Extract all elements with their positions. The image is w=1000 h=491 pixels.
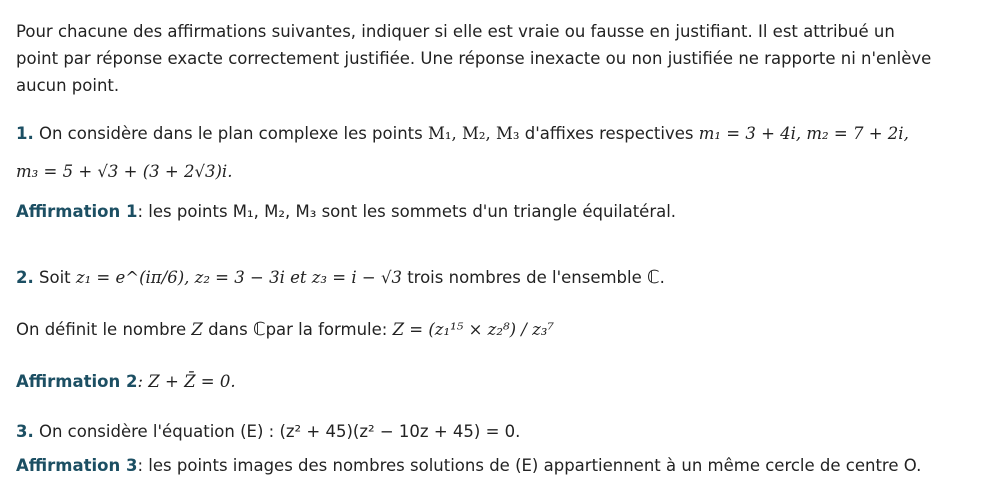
affirmation-2 [16, 370, 236, 394]
question-1-text-a: On considère dans le plan complexe les points [33, 124, 428, 143]
affirmation-3 [16, 454, 921, 478]
question-3-number: 3. [16, 422, 34, 441]
affirmation-1 [16, 200, 676, 224]
affirmation-1-text: : les points M₁, M₂, M₃ sont les sommets d'un triangle équilatéral. [137, 202, 677, 221]
definition-dans: dans [202, 320, 253, 339]
question-2-definition [16, 318, 554, 342]
affirmation-3-label: Affirmation 3 [16, 456, 138, 475]
definition-formula: Z = (z₁¹⁵ × z₂⁸) / z₃⁷ [392, 320, 554, 339]
affirmation-2-label: Affirmation 2 [16, 372, 138, 391]
affirmation-3-text: : les points images des nombres solutions de (E) appartiennent à un même cercle de centre O. [137, 456, 922, 475]
intro-line-2: point par réponse exacte correctement justifiée. Une réponse inexacte ou non justifiée ne rapporte ni n'enlève [16, 49, 932, 68]
question-2-dot: . [659, 268, 665, 287]
question-2-soit: Soit [33, 268, 76, 287]
question-3-line [16, 420, 520, 444]
question-2-line [16, 266, 665, 290]
intro-line-3: aucun point. [16, 76, 120, 95]
definition-Z: Z [191, 320, 203, 339]
affirmation-1-label: Affirmation 1 [16, 202, 138, 221]
question-3-text: On considère l'équation (E) : (z² + 45)(z² − 10z + 45) = 0. [33, 422, 521, 441]
intro-line-1: Pour chacune des affirmations suivantes, indiquer si elle est vraie ou fausse en justifiant. Il est attribué un [16, 22, 895, 41]
question-1-points: M₁, M₂, M₃ [427, 124, 520, 143]
question-1-number: 1. [16, 124, 34, 143]
question-2-z-definitions: z₁ = e^(iπ/6), z₂ = 3 − 3i et z₃ = i − √3 [75, 268, 402, 287]
definition-par: par la formule: [265, 320, 393, 339]
complex-set-symbol: ℂ [647, 267, 660, 288]
affirmation-2-text: : Z + Z̄ = 0. [137, 372, 236, 391]
complex-set-symbol-2: ℂ [252, 319, 266, 340]
question-1-text-b: d'affixes respectives [519, 124, 699, 143]
question-1-m1-m2: m₁ = 3 + 4i, m₂ = 7 + 2i, [698, 124, 909, 143]
question-1-m3: m₃ = 5 + √3 + (3 + 2√3)i. [16, 162, 233, 181]
question-1-m3-line [16, 160, 232, 184]
question-2-trois: trois nombres de l'ensemble [401, 268, 647, 287]
question-1-line [16, 122, 909, 146]
definition-text: On définit le nombre [16, 320, 192, 339]
question-2-number: 2. [16, 268, 34, 287]
